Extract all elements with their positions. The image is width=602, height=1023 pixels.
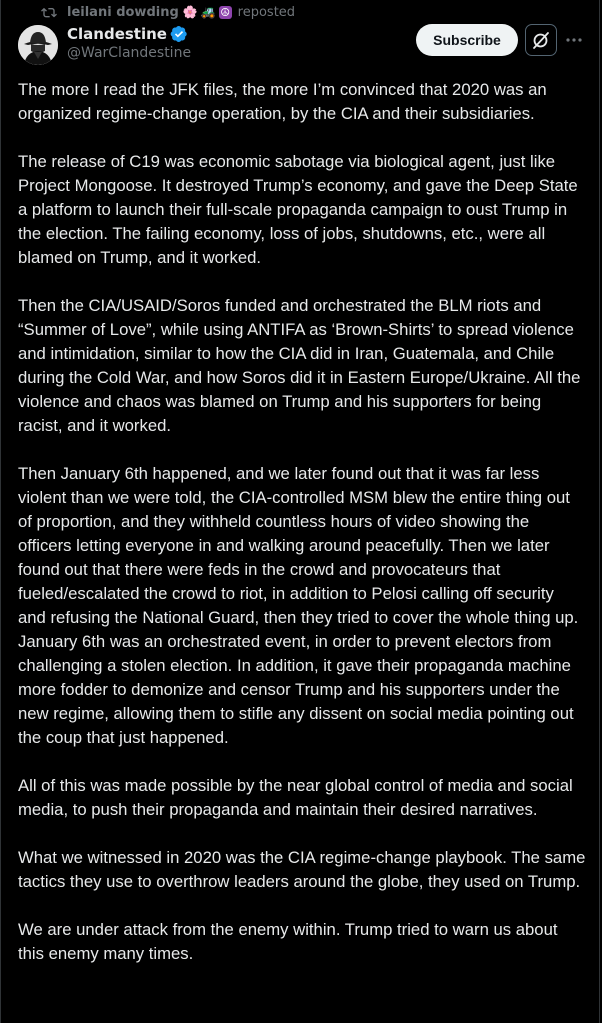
avatar-image [18,25,58,65]
post-paragraph: Then January 6th happened, and we later found out that it was far less violent than we were told, the CIA-controlled MSM blew the entire thing out of proportion, and they withheld countless hours of video showing the officers letting everyone in and walking around peacefully. Then we later found out that there were feds in the crowd and provocateurs that fueled/escalated the crowd to riot, in addition to Pelosi calling off security and refusing the National Guard, then they tried to cover the whole thing up. January 6th was an orchestrated event, in order to prevent electors from challenging a stolen election. In addition, it gave their propaganda machine more fodder to demonize and censor Trump and his supporters under the new regime, allowing them to stifle any dissent on social media pointing out the coup that just happened. [18,464,579,747]
avatar[interactable] [18,25,58,65]
author-display-name-row[interactable] [67,24,191,44]
repost-indicator[interactable] [41,2,295,22]
peace-symbol-emoji: ☮ [220,5,231,19]
post-paragraph: What we witnessed in 2020 was the CIA regime-change playbook. The same tactics they use to overthrow leaders around the globe, they used on Trump. [18,848,586,891]
post-paragraph: The more I read the JFK files, the more I’m convinced that 2020 was an organized regime-change operation, by the CIA and their subsidiaries. [18,80,547,123]
more-icon [566,38,582,42]
post-paragraph: Then the CIA/USAID/Soros funded and orchestrated the BLM riots and “Summer of Love”, while using ANTIFA as ‘Brown-Shirts’ to spread violence and intimidation, similar to how the CIA did in Iran, Guatemala, and Chile during the Cold War, and how Soros did it in Eastern Europe/Ukraine. All the violence and chaos was blamed on Trump and his supporters for being racist, and it worked. [18,296,581,435]
repost-label: reposted [237,4,296,20]
grok-icon [531,30,551,50]
post-paragraph: All of this was made possible by the near global control of media and social media, to push their propaganda and maintain their desired narratives. [18,776,573,819]
author-handle[interactable]: @WarClandestine [67,45,192,61]
more-options-button[interactable] [564,28,584,52]
subscribe-button[interactable]: Subscribe [416,24,518,56]
grok-button[interactable] [525,24,557,56]
post-text [18,78,586,990]
post-paragraph: The release of C19 was economic sabotage via biological agent, just like Project Mongoose. It destroyed Trump’s economy, and gave the Deep State a platform to launch their full-scale propaganda campaign to oust Trump in the election. The failing economy, loss of jobs, shutdowns, etc., were all blamed on Trump, and it worked. [18,152,578,267]
author-block[interactable] [67,24,191,61]
repost-icon [41,5,57,19]
author-display-name[interactable]: Clandestine [67,25,167,43]
post-paragraph: We are under attack from the enemy within. Trump tried to warn us about this enemy many times. [18,920,558,963]
tractor-emoji: 🚜 [200,5,216,19]
repost-user-name[interactable]: leilani dowding [67,4,179,20]
verified-badge-icon[interactable] [170,25,188,43]
cherry-blossom-emoji: 🌸 [182,5,198,19]
